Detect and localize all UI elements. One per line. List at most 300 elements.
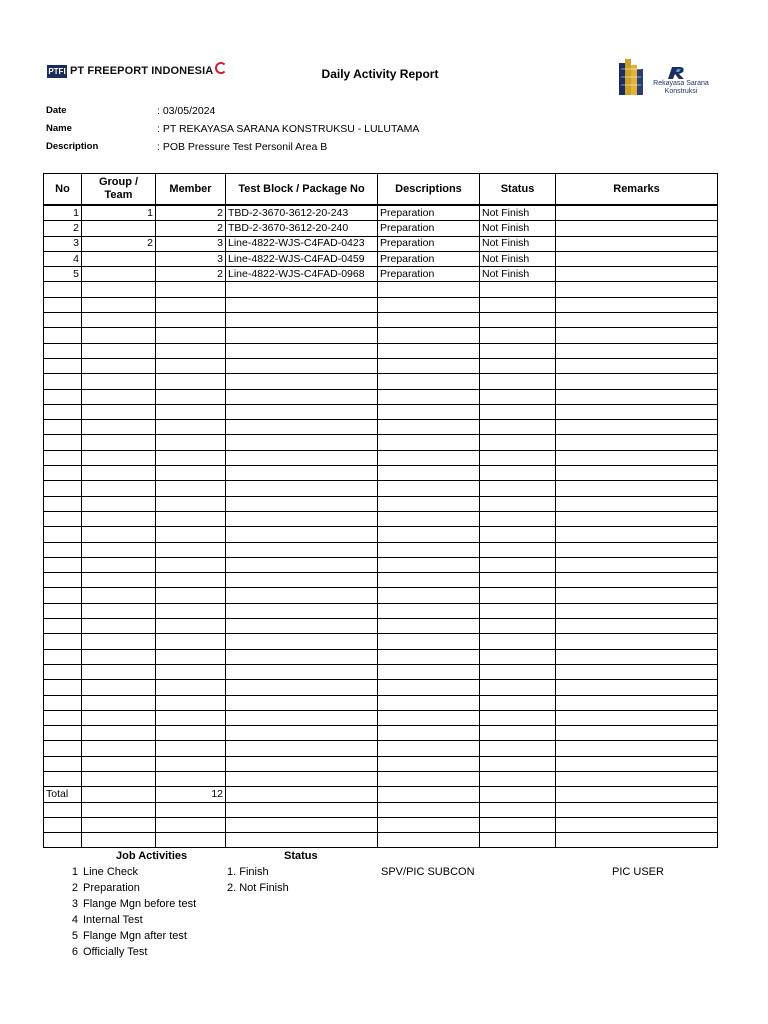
empty-cell: [44, 649, 82, 664]
name-value: : PT REKAYASA SARANA KONSTRUKSU - LULUTAMA: [157, 123, 420, 135]
cell-package: Line-4822-WJS-C4FAD-0968: [226, 267, 378, 282]
table-header-row: [44, 174, 718, 206]
total-members-value: 12: [156, 787, 226, 802]
empty-cell: [82, 527, 156, 542]
empty-cell: [226, 573, 378, 588]
empty-cell: [480, 557, 556, 572]
empty-cell: [480, 756, 556, 771]
empty-table-row: [44, 435, 718, 450]
empty-cell: [156, 358, 226, 373]
table-row: [44, 267, 718, 282]
empty-cell: [226, 787, 378, 802]
empty-cell: [480, 481, 556, 496]
empty-table-row: [44, 527, 718, 542]
empty-table-row: [44, 404, 718, 419]
empty-cell: [44, 710, 82, 725]
empty-cell: [226, 833, 378, 848]
empty-cell: [82, 817, 156, 832]
empty-cell: [44, 282, 82, 297]
empty-cell: [82, 450, 156, 465]
empty-cell: [226, 389, 378, 404]
empty-cell: [480, 435, 556, 450]
cell-member: 3: [156, 236, 226, 251]
rekayasa-logo: [617, 55, 712, 97]
freeport-logo: [47, 62, 227, 80]
cell-no: 2: [44, 221, 82, 236]
empty-cell: [556, 573, 718, 588]
empty-cell: [44, 756, 82, 771]
empty-table-row: [44, 710, 718, 725]
empty-cell: [82, 664, 156, 679]
empty-cell: [156, 511, 226, 526]
empty-cell: [82, 389, 156, 404]
empty-cell: [378, 527, 480, 542]
total-row: [44, 787, 718, 802]
cell-remarks: [556, 251, 718, 266]
empty-cell: [556, 771, 718, 786]
empty-cell: [44, 695, 82, 710]
empty-cell: [226, 588, 378, 603]
empty-table-row: [44, 771, 718, 786]
empty-table-row: [44, 328, 718, 343]
column-header-status: Status: [480, 174, 556, 206]
empty-cell: [82, 297, 156, 312]
empty-cell: [82, 542, 156, 557]
empty-cell: [226, 343, 378, 358]
empty-cell: [156, 496, 226, 511]
empty-table-row: [44, 297, 718, 312]
empty-cell: [44, 481, 82, 496]
empty-cell: [82, 649, 156, 664]
empty-cell: [556, 619, 718, 634]
empty-cell: [44, 802, 82, 817]
empty-cell: [82, 710, 156, 725]
empty-cell: [378, 511, 480, 526]
empty-cell: [378, 404, 480, 419]
cell-description: Preparation: [378, 205, 480, 221]
empty-cell: [480, 588, 556, 603]
empty-cell: [44, 726, 82, 741]
empty-cell: [226, 634, 378, 649]
empty-cell: [226, 619, 378, 634]
empty-cell: [82, 680, 156, 695]
empty-cell: [556, 802, 718, 817]
empty-cell: [44, 389, 82, 404]
empty-cell: [82, 328, 156, 343]
column-header-package: Test Block / Package No: [226, 174, 378, 206]
empty-cell: [226, 420, 378, 435]
empty-cell: [556, 726, 718, 741]
empty-cell: [44, 420, 82, 435]
freeport-logo-mark: PTFI: [48, 66, 66, 76]
cell-group: 1: [82, 205, 156, 221]
empty-cell: [378, 389, 480, 404]
empty-cell: [378, 588, 480, 603]
empty-cell: [556, 833, 718, 848]
rekayasa-logo-text: Rekayasa Sarana Konstruksi: [653, 80, 709, 95]
empty-cell: [226, 664, 378, 679]
empty-cell: [156, 404, 226, 419]
empty-table-row: [44, 619, 718, 634]
column-header-group-label: Group / Team: [98, 176, 139, 201]
empty-cell: [156, 603, 226, 618]
empty-table-row: [44, 466, 718, 481]
empty-cell: [556, 527, 718, 542]
empty-cell: [378, 771, 480, 786]
empty-cell: [378, 726, 480, 741]
empty-table-row: [44, 420, 718, 435]
empty-cell: [82, 435, 156, 450]
empty-cell: [378, 603, 480, 618]
empty-table-row: [44, 756, 718, 771]
cell-no: 1: [44, 205, 82, 221]
cell-remarks: [556, 236, 718, 251]
empty-cell: [156, 710, 226, 725]
status-legend-item: 1. Finish: [227, 866, 269, 878]
empty-cell: [556, 297, 718, 312]
empty-cell: [44, 588, 82, 603]
empty-cell: [378, 833, 480, 848]
empty-cell: [156, 313, 226, 328]
cell-group: [82, 251, 156, 266]
cell-description: Preparation: [378, 267, 480, 282]
empty-cell: [556, 282, 718, 297]
empty-cell: [378, 802, 480, 817]
empty-cell: [378, 466, 480, 481]
job-activity-num: 4: [71, 914, 78, 926]
empty-table-row: [44, 680, 718, 695]
date-label: Date: [46, 105, 67, 116]
cell-package: Line-4822-WJS-C4FAD-0459: [226, 251, 378, 266]
empty-cell: [82, 771, 156, 786]
empty-table-row: [44, 389, 718, 404]
column-header-group: [82, 174, 156, 206]
empty-table-row: [44, 313, 718, 328]
column-header-member: Member: [156, 174, 226, 206]
empty-cell: [156, 695, 226, 710]
empty-cell: [480, 466, 556, 481]
empty-cell: [556, 787, 718, 802]
empty-cell: [226, 527, 378, 542]
empty-cell: [156, 374, 226, 389]
cell-description: Preparation: [378, 236, 480, 251]
freeport-logo-text: PT FREEPORT INDONESIA: [70, 65, 214, 77]
job-activity-num: 3: [71, 898, 78, 910]
empty-cell: [44, 450, 82, 465]
empty-table-row: [44, 695, 718, 710]
empty-cell: [226, 817, 378, 832]
empty-cell: [378, 787, 480, 802]
empty-cell: [480, 542, 556, 557]
name-label: Name: [46, 123, 72, 134]
column-header-descriptions: Descriptions: [378, 174, 480, 206]
empty-cell: [556, 588, 718, 603]
empty-cell: [156, 282, 226, 297]
empty-cell: [556, 756, 718, 771]
cell-status: Not Finish: [480, 205, 556, 221]
empty-cell: [156, 741, 226, 756]
empty-cell: [556, 603, 718, 618]
empty-cell: [556, 817, 718, 832]
job-activity-label: Preparation: [83, 882, 140, 894]
empty-cell: [226, 328, 378, 343]
empty-cell: [480, 389, 556, 404]
empty-table-row: [44, 557, 718, 572]
empty-cell: [556, 680, 718, 695]
empty-cell: [480, 741, 556, 756]
empty-cell: [44, 603, 82, 618]
cell-remarks: [556, 267, 718, 282]
empty-cell: [156, 420, 226, 435]
empty-table-row: [44, 343, 718, 358]
empty-cell: [156, 557, 226, 572]
empty-cell: [44, 297, 82, 312]
empty-cell: [226, 542, 378, 557]
description-value: : POB Pressure Test Personil Area B: [157, 141, 328, 153]
empty-table-row: [44, 358, 718, 373]
empty-cell: [82, 603, 156, 618]
empty-table-row: [44, 833, 718, 848]
empty-cell: [378, 481, 480, 496]
empty-cell: [480, 634, 556, 649]
empty-table-row: [44, 450, 718, 465]
cell-member: 2: [156, 205, 226, 221]
empty-cell: [226, 710, 378, 725]
empty-cell: [44, 619, 82, 634]
activity-table: [43, 173, 718, 848]
empty-cell: [480, 404, 556, 419]
empty-cell: [82, 313, 156, 328]
empty-cell: [378, 710, 480, 725]
empty-cell: [226, 726, 378, 741]
empty-cell: [226, 649, 378, 664]
empty-cell: [226, 756, 378, 771]
empty-cell: [44, 313, 82, 328]
empty-cell: [226, 313, 378, 328]
empty-cell: [556, 435, 718, 450]
empty-cell: [156, 833, 226, 848]
pic-user-label: PIC USER: [612, 866, 664, 878]
empty-cell: [82, 573, 156, 588]
empty-cell: [226, 511, 378, 526]
empty-cell: [156, 328, 226, 343]
empty-cell: [44, 358, 82, 373]
empty-cell: [556, 557, 718, 572]
empty-cell: [82, 833, 156, 848]
empty-cell: [226, 404, 378, 419]
cell-group: [82, 221, 156, 236]
empty-cell: [44, 404, 82, 419]
empty-cell: [480, 710, 556, 725]
empty-table-row: [44, 588, 718, 603]
empty-cell: [156, 619, 226, 634]
empty-cell: [44, 496, 82, 511]
empty-cell: [82, 802, 156, 817]
cell-member: 3: [156, 251, 226, 266]
empty-cell: [480, 374, 556, 389]
empty-cell: [82, 634, 156, 649]
job-activity-label: Officially Test: [83, 946, 148, 958]
empty-cell: [156, 817, 226, 832]
job-activity-label: Internal Test: [83, 914, 143, 926]
empty-cell: [82, 496, 156, 511]
empty-table-row: [44, 573, 718, 588]
empty-cell: [556, 542, 718, 557]
empty-cell: [82, 466, 156, 481]
empty-cell: [44, 634, 82, 649]
table-row: [44, 236, 718, 251]
empty-cell: [556, 741, 718, 756]
empty-cell: [226, 496, 378, 511]
column-header-remarks: Remarks: [556, 174, 718, 206]
cell-package: TBD-2-3670-3612-20-243: [226, 205, 378, 221]
empty-cell: [156, 450, 226, 465]
empty-table-row: [44, 282, 718, 297]
empty-cell: [156, 588, 226, 603]
empty-cell: [480, 802, 556, 817]
empty-table-row: [44, 542, 718, 557]
empty-cell: [226, 358, 378, 373]
cell-status: Not Finish: [480, 267, 556, 282]
empty-cell: [156, 664, 226, 679]
empty-cell: [82, 787, 156, 802]
empty-cell: [556, 496, 718, 511]
empty-cell: [378, 664, 480, 679]
empty-cell: [480, 771, 556, 786]
empty-cell: [378, 649, 480, 664]
empty-cell: [556, 634, 718, 649]
empty-cell: [378, 573, 480, 588]
empty-cell: [44, 527, 82, 542]
empty-cell: [378, 297, 480, 312]
freeport-swirl-icon: [215, 62, 227, 74]
empty-cell: [378, 313, 480, 328]
cell-description: Preparation: [378, 251, 480, 266]
empty-cell: [480, 726, 556, 741]
empty-cell: [226, 435, 378, 450]
empty-table-row: [44, 664, 718, 679]
empty-cell: [226, 771, 378, 786]
empty-cell: [226, 741, 378, 756]
spv-pic-subcon-label: SPV/PIC SUBCON: [381, 866, 475, 878]
empty-cell: [556, 481, 718, 496]
empty-table-row: [44, 496, 718, 511]
empty-cell: [226, 374, 378, 389]
empty-cell: [480, 450, 556, 465]
empty-cell: [156, 771, 226, 786]
empty-cell: [82, 282, 156, 297]
table-row: [44, 251, 718, 266]
empty-cell: [378, 557, 480, 572]
empty-cell: [44, 343, 82, 358]
empty-cell: [156, 756, 226, 771]
empty-cell: [556, 389, 718, 404]
empty-cell: [44, 741, 82, 756]
empty-cell: [378, 328, 480, 343]
empty-cell: [480, 282, 556, 297]
empty-cell: [556, 358, 718, 373]
cell-group: 2: [82, 236, 156, 251]
empty-cell: [82, 741, 156, 756]
cell-no: 5: [44, 267, 82, 282]
empty-cell: [378, 619, 480, 634]
empty-cell: [480, 328, 556, 343]
empty-cell: [378, 420, 480, 435]
empty-cell: [480, 511, 556, 526]
empty-cell: [156, 573, 226, 588]
empty-cell: [556, 374, 718, 389]
empty-cell: [226, 297, 378, 312]
empty-cell: [378, 358, 480, 373]
empty-cell: [378, 435, 480, 450]
job-activity-num: 1: [71, 866, 78, 878]
empty-cell: [82, 374, 156, 389]
empty-cell: [156, 389, 226, 404]
empty-cell: [82, 726, 156, 741]
job-activity-num: 6: [71, 946, 78, 958]
empty-cell: [556, 695, 718, 710]
empty-cell: [480, 603, 556, 618]
empty-cell: [156, 726, 226, 741]
empty-cell: [156, 466, 226, 481]
cell-description: Preparation: [378, 221, 480, 236]
empty-cell: [480, 787, 556, 802]
empty-cell: [44, 511, 82, 526]
cell-status: Not Finish: [480, 221, 556, 236]
status-legend-item: 2. Not Finish: [227, 882, 289, 894]
empty-cell: [480, 664, 556, 679]
empty-cell: [378, 817, 480, 832]
empty-cell: [156, 527, 226, 542]
empty-cell: [44, 771, 82, 786]
table-row: [44, 221, 718, 236]
empty-cell: [156, 481, 226, 496]
empty-cell: [82, 557, 156, 572]
empty-cell: [226, 450, 378, 465]
empty-cell: [480, 833, 556, 848]
empty-table-row: [44, 634, 718, 649]
empty-table-row: [44, 802, 718, 817]
empty-cell: [480, 619, 556, 634]
empty-cell: [226, 603, 378, 618]
empty-cell: [480, 358, 556, 373]
empty-cell: [44, 817, 82, 832]
empty-cell: [226, 680, 378, 695]
empty-cell: [556, 313, 718, 328]
empty-cell: [82, 404, 156, 419]
empty-cell: [378, 695, 480, 710]
empty-cell: [44, 374, 82, 389]
job-activity-num: 2: [71, 882, 78, 894]
cell-no: 3: [44, 236, 82, 251]
report-title: Daily Activity Report: [321, 67, 439, 81]
empty-cell: [480, 649, 556, 664]
empty-cell: [556, 710, 718, 725]
empty-cell: [44, 664, 82, 679]
empty-cell: [556, 649, 718, 664]
empty-cell: [480, 297, 556, 312]
empty-cell: [156, 542, 226, 557]
empty-cell: [480, 695, 556, 710]
job-activity-label: Flange Mgn after test: [83, 930, 187, 942]
empty-cell: [44, 833, 82, 848]
empty-cell: [156, 297, 226, 312]
empty-cell: [226, 466, 378, 481]
empty-cell: [82, 358, 156, 373]
empty-cell: [44, 542, 82, 557]
empty-cell: [226, 481, 378, 496]
empty-cell: [556, 404, 718, 419]
